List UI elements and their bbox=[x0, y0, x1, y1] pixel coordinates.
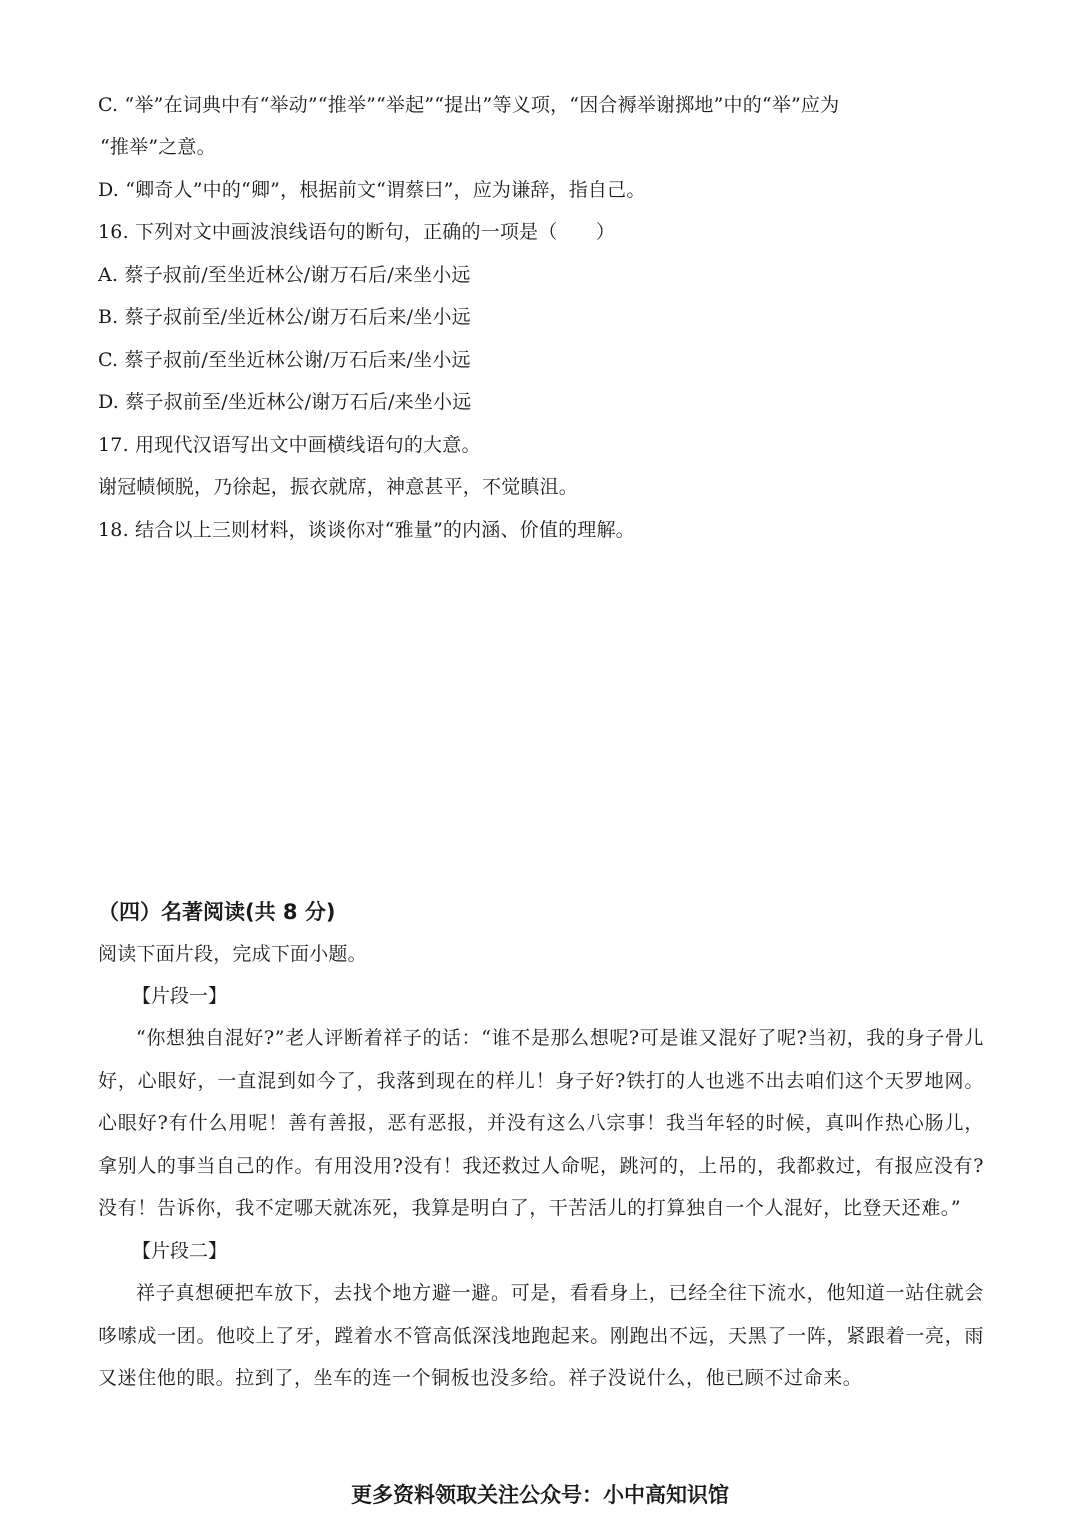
footer-promo: 更多资料领取关注公众号：小中高知识馆 bbox=[351, 1483, 729, 1507]
q16-option-d: D. 蔡子叔前至/坐近林公/谢万石后/来坐小远 bbox=[98, 391, 472, 413]
fragment2-text: 祥子真想硬把车放下，去找个地方避一避。可是，看看身上，已经全往下流水，他知道一站住就会哆嗦成一团。他咬上了牙，蹚着水不管高低深浅地跑起来。刚跑出不远，天黑了一阵，紧跟着一亮，雨又迷住他的眼。拉到了，坐车的连一个铜板也没多给。祥子没说什么，他已顾不过命来。 bbox=[98, 1282, 984, 1389]
q16-option-c: C. 蔡子叔前/至坐近林公谢/万石后来/坐小远 bbox=[98, 349, 471, 371]
fragment1-label: 【片段一】 bbox=[132, 985, 228, 1007]
q18-stem: 18. 结合以上三则材料，谈谈你对“雅量”的内涵、价值的理解。 bbox=[98, 519, 635, 541]
q17-sentence: 谢冠帻倾脱，乃徐起，振衣就席，神意甚平，不觉瞋沮。 bbox=[98, 476, 579, 498]
section-instruction: 阅读下面片段，完成下面小题。 bbox=[98, 943, 367, 965]
q15-option-c-line1: C. “举”在词典中有“举动”“推举”“举起”“提出”等义项，“因合褥举谢掷地”中的“举”应为 bbox=[98, 94, 840, 116]
fragment2-label: 【片段二】 bbox=[132, 1240, 228, 1262]
q16-option-a: A. 蔡子叔前/至坐近林公/谢万石后/来坐小远 bbox=[98, 264, 471, 286]
section-title: （四）名著阅读(共 8 分) bbox=[98, 900, 336, 924]
q15-option-d: D. “卿奇人”中的“卿”，根据前文“谓蔡曰”，应为谦辞，指自己。 bbox=[98, 179, 646, 201]
q16-option-b: B. 蔡子叔前至/坐近林公/谢万石后来/坐小远 bbox=[98, 306, 471, 328]
q15-option-c-line2: “推举”之意。 bbox=[100, 136, 216, 158]
fragment1-text: “你想独自混好?”老人评断着祥子的话：“谁不是那么想呢?可是谁又混好了呢?当初，我的身子骨儿好，心眼好，一直混到如今了，我落到现在的样儿！身子好?铁打的人也逃不出去咱们这个天罗地网。心眼好?有什么用呢！善有善报，恶有恶报，并没有这么八宗事！我当年轻的时候，真叫作热心肠儿，拿别人的事当自己的作。有用没用?没有！我还救过人命呢，跳河的，上吊的，我都救过，有报应没有?没有！告诉你，我不定哪天就冻死，我算是明白了，干苦活儿的打算独自一个人混好，比登天还难。” bbox=[98, 1027, 984, 1219]
q16-stem: 16. 下列对文中画波浪线语句的断句，正确的一项是（ ） bbox=[98, 221, 616, 243]
q17-stem: 17. 用现代汉语写出文中画横线语句的大意。 bbox=[98, 434, 481, 456]
